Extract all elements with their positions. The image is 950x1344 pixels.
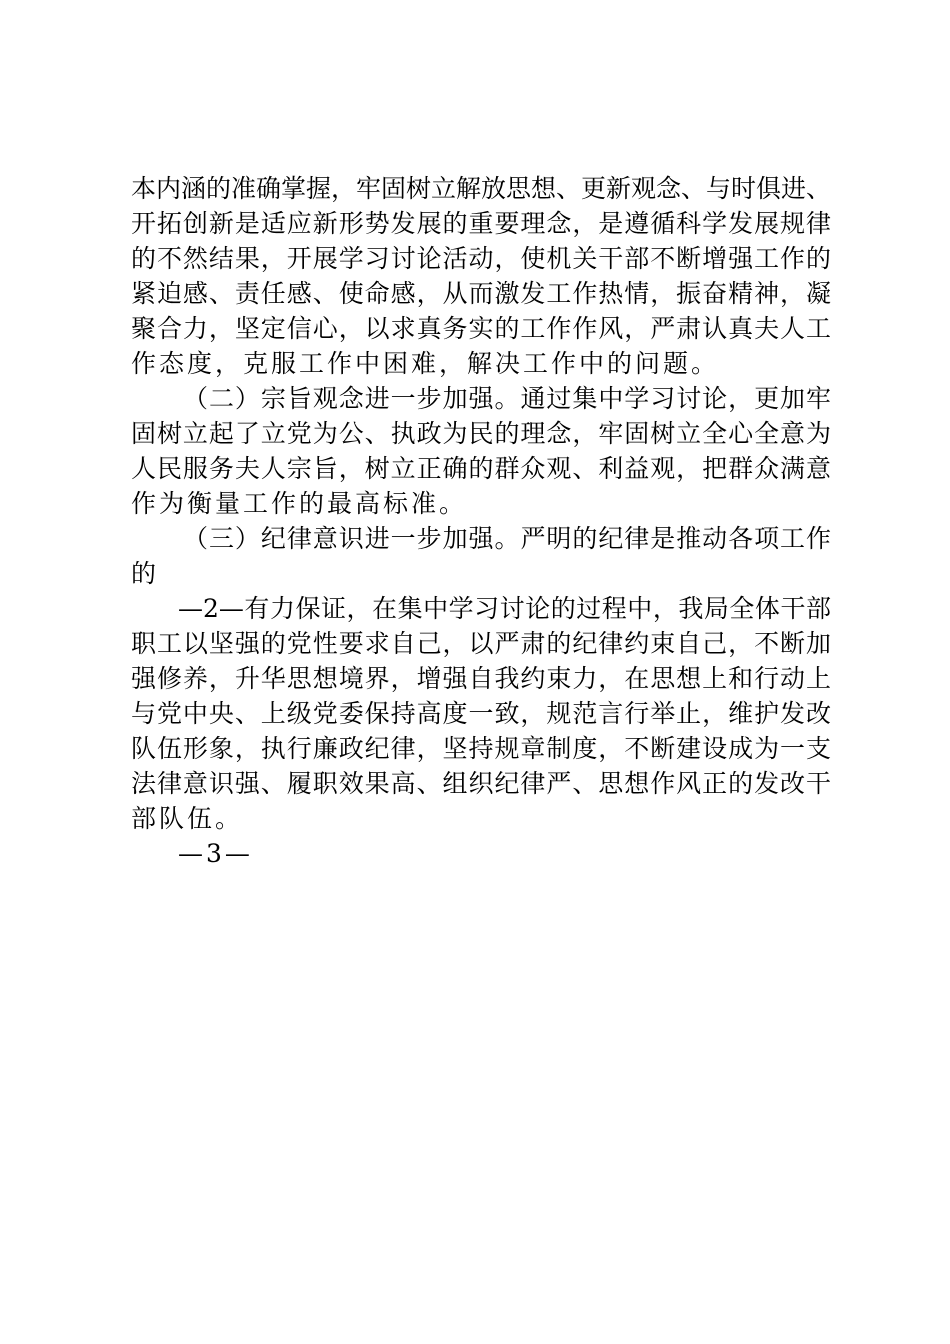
paragraph-line: 作态度，克服工作中困难，解决工作中的问题。 — [131, 349, 720, 378]
paragraph-line: 的不然结果，开展学习讨论活动，使机关干部不断增强工作的 — [131, 244, 831, 273]
paragraph-line: 作为衡量工作的最高标准。 — [131, 489, 468, 518]
paragraph-line: 职工以坚强的党性要求自己，以严肃的纪律约束自己，不断加 — [131, 629, 831, 658]
paragraph-line: 聚合力，坚定信心，以求真务实的工作作风，严肃认真夫人工 — [131, 314, 831, 343]
paragraph-line: 与党中央、上级党委保持高度一致，规范言行举止，维护发改 — [131, 699, 831, 728]
page-marker-line: —2—有力保证，在集中学习讨论的过程中，我局全体干部 — [178, 594, 831, 623]
paragraph-line: 本内涵的准确掌握，牢固树立解放思想、更新观念、与时俱进、 — [131, 174, 832, 203]
paragraph-line: 强修养，升华思想境界，增强自我约束力，在思想上和行动上 — [131, 664, 831, 693]
document-body — [131, 171, 831, 871]
paragraph-line: 开拓创新是适应新形势发展的重要理念，是遵循科学发展规律 — [131, 209, 831, 238]
section-heading-line: （二）宗旨观念进一步加强。通过集中学习讨论，更加牢 — [183, 384, 831, 413]
paragraph-line: 的 — [131, 559, 160, 588]
paragraph-line: 固树立起了立党为公、执政为民的理念，牢固树立全心全意为 — [131, 419, 831, 448]
section-heading-line: （三）纪律意识进一步加强。严明的纪律是推动各项工作 — [183, 524, 831, 553]
paragraph-line: 队伍形象，执行廉政纪律，坚持规章制度，不断建设成为一支 — [131, 734, 831, 763]
paragraph-line: 紧迫感、责任感、使命感，从而激发工作热情，振奋精神，凝 — [131, 279, 831, 308]
paragraph-line: 人民服务夫人宗旨，树立正确的群众观、利益观，把群众满意 — [131, 454, 831, 483]
page-number: —3— — [178, 839, 253, 868]
paragraph-line: 部队伍。 — [131, 804, 244, 833]
paragraph-line: 法律意识强、履职效果高、组织纪律严、思想作风正的发改干 — [131, 769, 831, 798]
